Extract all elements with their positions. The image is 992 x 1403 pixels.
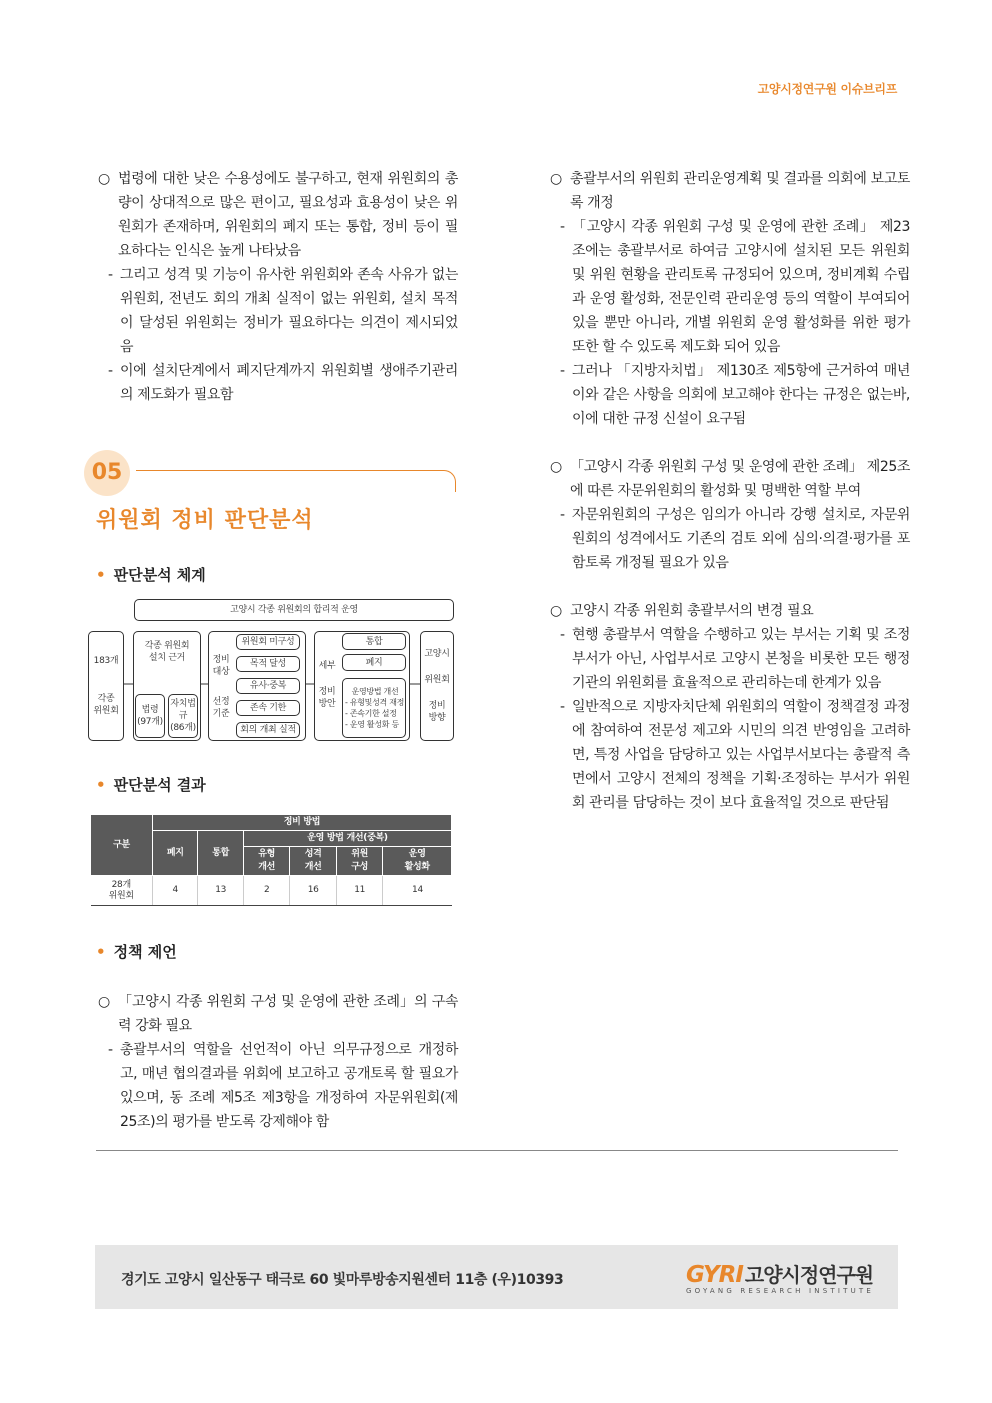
result-table [90,814,452,906]
institute-logo [686,1259,874,1295]
section-title: 위원회 정비 판단분석 [96,508,314,533]
subheading-result: • 판단분석 결과 [96,774,206,795]
bullet-paragraph: ○ 고양시 각종 위원회 총괄부서의 변경 필요 [548,599,910,623]
table-header-col: 운영 활성화 [383,847,452,876]
footer [95,1245,898,1309]
dash-paragraph: - 그러나 「지방자치법」 제130조 제5항에 근거하여 매년 이와 같은 사항을 의회에 보고해야 한다는 규정은 없는바, 이에 대한 규정 신설이 요구됨 [548,359,910,431]
diagram-criteria-3: 유사·중복 [236,678,300,694]
table-header-col: 유형 개선 [243,847,290,876]
table-header-col: 성격 개선 [290,847,337,876]
bullet-paragraph: ○ 총괄부서의 위원회 관리운영계획 및 결과를 의회에 보고토록 개정 [548,167,910,215]
table-cell: 2 [243,876,290,906]
diagram-abolish-box: 폐지 [342,654,406,671]
diagram-top-box: 고양시 각종 위원회의 합리적 운영 [134,599,454,621]
diagram-detail-label: 세부 정비 방안 [318,661,336,709]
table-row [91,876,452,906]
bullet-paragraph: ○ 「고양시 각종 위원회 구성 및 운영에 관한 조례」 제25조에 따른 자문위원회의 활성화 및 명백한 역할 부여 [548,455,910,503]
table-cell: 16 [290,876,337,906]
diagram-direction-box: 고양시 위원회 정비 방향 [420,631,454,741]
dash-paragraph: - 그리고 성격 및 기능이 유사한 위원회와 존속 사유가 없는 위원회, 전년도 회의 개최 실적이 없는 위원회, 설치 목적이 달성된 위원회는 정비가 필요하다는 의견이 제시되었음 [96,263,458,359]
dash-paragraph: - 현행 총괄부서 역할을 수행하고 있는 부서는 기획 및 조정부서가 아닌, 사업부서로 고양시 본청을 비롯한 모든 행정기관의 위원회를 효율적으로 관리하는데 한계가 있음 [548,623,910,695]
diagram-basis-label: 각종 위원회 설치 근거 [144,641,190,663]
table-cell: 11 [336,876,383,906]
footer-address: 경기도 고양시 일산동구 태극로 60 빛마루방송지원센터 11층 (우)10393 [121,1272,564,1288]
bottom-rule [96,1150,898,1151]
paragraph-gap [548,575,910,599]
logo-mark: GYRI [686,1262,743,1288]
table-cell: 4 [153,876,198,906]
diagram-criteria-1: 위원회 미구성 [236,634,300,650]
table-header-subgroup: 운영 방법 개선(중복) [243,831,451,847]
diagram-target-label: 정비 대상 [212,655,230,677]
table-header-group: 정비 방법 [153,815,452,831]
table-header-col: 폐지 [153,831,198,876]
diagram-improve-box: 운영방법 개선 - 유형및성격 재정 - 존속기한 설정 - 운영 활성화 등 [342,678,406,738]
diagram-select-label: 선정 기준 [212,697,230,719]
diagram-law-box: 법령 (97개) [135,694,165,738]
dash-paragraph: - 「고양시 각종 위원회 구성 및 운영에 관한 조례」 제23조에는 총괄부서로 하여금 고양시에 설치된 모든 위원회 및 위원 현황을 관리토록 규정되어 있으며, 정비계획 수립과 운영 활성화, 전문인력 관리운영 등의 역할이 부여되어 있을 뿐만 아니라, 개별 위원회 운영 활성화를 위한 평가 또한 할 수 있도록 제도화 되어 있음 [548,215,910,359]
dash-paragraph: - 총괄부서의 역할을 선언적이 아닌 의무규정으로 개정하고, 매년 협의결과를 위회에 보고하고 공개토록 할 필요가 있으며, 동 조례 제5조 제3항을 개정하여 자문위원회(제25조)의 평가를 받도록 강제해야 함 [96,1038,458,1134]
section-number: 05 [84,450,130,496]
bullet-paragraph: ○ 법령에 대한 낮은 수용성에도 불구하고, 현재 위원회의 총량이 상대적으로 많은 편이고, 필요성과 효용성이 낮은 위원회가 존재하며, 위원회의 폐지 또는 통합, 정비 등이 필요하다는 인식은 높게 나타났음 [96,167,458,263]
logo-name: 고양시정연구원 [744,1263,874,1287]
dash-paragraph: - 이에 설치단계에서 폐지단계까지 위원회별 생애주기관리의 제도화가 필요함 [96,359,458,407]
paragraph-gap [548,431,910,455]
dash-paragraph: - 자문위원회의 구성은 임의가 아니라 강행 설치로, 자문위원회의 성격에서도 기존의 검토 외에 심의·의결·평가를 포함토록 개정될 필요가 있음 [548,503,910,575]
diagram-criteria-2: 목적 달성 [236,656,300,672]
bullet-paragraph: ○ 「고양시 각종 위원회 구성 및 운영에 관한 조례」의 구속력 강화 필요 [96,990,458,1038]
logo-english: GOYANG RESEARCH INSTITUTE [686,1287,874,1295]
diagram-merge-box: 통합 [342,633,406,650]
section-divider [136,470,456,492]
diagram-ordinance-box: 자치법규 (86개) [168,694,198,738]
diagram-criteria-4: 존속 기한 [236,700,300,716]
right-column-text [548,167,910,815]
framework-diagram [88,598,456,744]
table-header-col: 통합 [198,831,243,876]
header-title: 고양시정연구원 이슈브리프 [757,82,897,96]
subheading-policy: • 정책 제언 [96,941,177,962]
left-bottom-text [96,990,458,1134]
left-top-text [96,167,458,407]
diagram-committees-box: 183개 각종 위원회 [88,631,124,741]
table-cell: 13 [198,876,243,906]
subheading-framework: • 판단분석 체계 [96,564,206,585]
table-row-label: 28개 위원회 [91,876,153,906]
dash-paragraph: - 일반적으로 지방자치단체 위원회의 역할이 정책결정 과정에 참여하여 전문성 제고와 시민의 의견 반영임을 고려하면, 특정 사업을 담당하고 있는 사업부서보다는 총괄적 측면에서 고양시 전체의 정책을 기획·조정하는 부서가 위원회 관리를 담당하는 것이 보다 효율적일 것으로 판단됨 [548,695,910,815]
diagram-criteria-5: 회의 개최 실적 [236,722,300,738]
table-header-category: 구분 [91,815,153,876]
table-cell: 14 [383,876,452,906]
table-header-col: 위원 구성 [336,847,383,876]
